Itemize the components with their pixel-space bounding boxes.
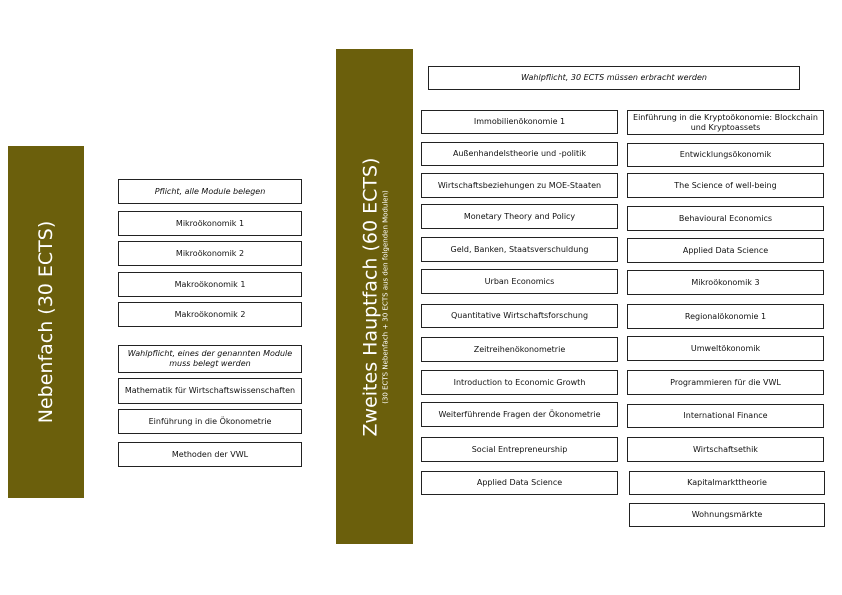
hauptfach-module: Monetary Theory and Policy	[421, 204, 618, 229]
nebenfach-module: Mikroökonomik 2	[118, 241, 302, 266]
hauptfach-module: Weiterführende Fragen der Ökonometrie	[421, 402, 618, 427]
nebenfach-wahl-module: Mathematik für Wirtschaftswissenschaften	[118, 378, 302, 404]
hauptfach-module: Introduction to Economic Growth	[421, 370, 618, 395]
hauptfach-module: Immobilienökonomie 1	[421, 110, 618, 134]
nebenfach-module: Makroökonomik 2	[118, 302, 302, 327]
hauptfach-module: Regionalökonomie 1	[627, 304, 824, 329]
hauptfach-subtitle: (30 ECTS Nebenfach + 30 ECTS aus den folgenden Modulen)	[381, 189, 389, 404]
nebenfach-module: Makroökonomik 1	[118, 272, 302, 297]
hauptfach-module: Geld, Banken, Staatsverschuldung	[421, 237, 618, 262]
hauptfach-module: International Finance	[627, 404, 824, 428]
hauptfach-module: Wirtschaftsbeziehungen zu MOE-Staaten	[421, 173, 618, 198]
nebenfach-wahlpflicht-header: Wahlpflicht, eines der genannten Module muss belegt werden	[118, 345, 302, 373]
nebenfach-title: Nebenfach (30 ECTS)	[35, 220, 57, 424]
hauptfach-module: Zeitreihenökonometrie	[421, 337, 618, 362]
hauptfach-title: Zweites Hauptfach (60 ECTS)	[359, 157, 381, 436]
nebenfach-bar	[8, 146, 84, 498]
nebenfach-wahl-module: Methoden der VWL	[118, 442, 302, 467]
hauptfach-module: Applied Data Science	[421, 471, 618, 495]
hauptfach-module: Wirtschaftsethik	[627, 437, 824, 462]
hauptfach-module: Urban Economics	[421, 269, 618, 294]
nebenfach-module: Mikroökonomik 1	[118, 211, 302, 236]
hauptfach-module: Umweltökonomik	[627, 336, 824, 361]
hauptfach-module: Außenhandelstheorie und -politik	[421, 142, 618, 166]
hauptfach-module: Wohnungsmärkte	[629, 503, 825, 527]
nebenfach-wahl-module: Einführung in die Ökonometrie	[118, 409, 302, 434]
hauptfach-module: The Science of well-being	[627, 173, 824, 198]
hauptfach-module: Applied Data Science	[627, 238, 824, 263]
hauptfach-module: Programmieren für die VWL	[627, 370, 824, 395]
hauptfach-module: Mikroökonomik 3	[627, 270, 824, 295]
hauptfach-title-group	[359, 157, 390, 436]
hauptfach-bar	[336, 49, 413, 544]
hauptfach-module: Kapitalmarkttheorie	[629, 471, 825, 495]
hauptfach-wahlpflicht-header: Wahlpflicht, 30 ECTS müssen erbracht werden	[428, 66, 800, 90]
hauptfach-module: Einführung in die Kryptoökonomie: Blockchain und Kryptoassets	[627, 110, 824, 135]
hauptfach-module: Behavioural Economics	[627, 206, 824, 231]
hauptfach-module: Quantitative Wirtschaftsforschung	[421, 304, 618, 328]
hauptfach-module: Entwicklungsökonomik	[627, 143, 824, 167]
nebenfach-pflicht-header: Pflicht, alle Module belegen	[118, 179, 302, 204]
hauptfach-module: Social Entrepreneurship	[421, 437, 618, 462]
